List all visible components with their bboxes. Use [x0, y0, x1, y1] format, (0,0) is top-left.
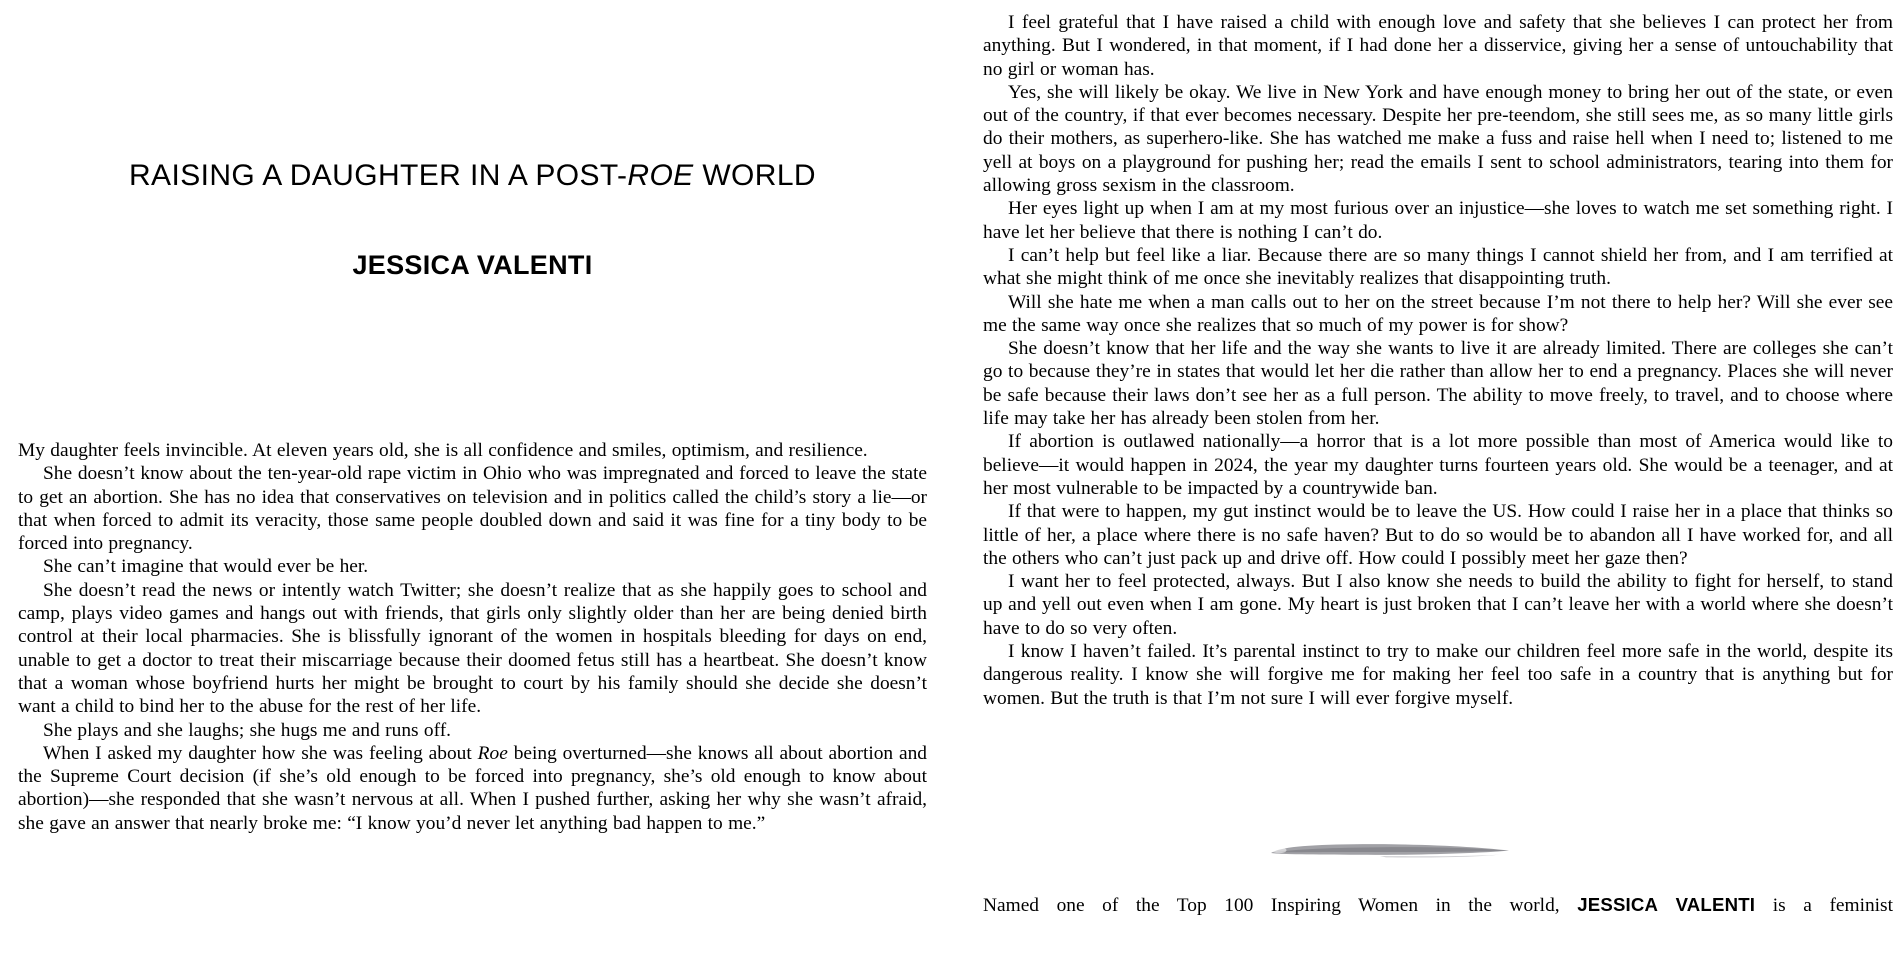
- bio-author-name: JESSICA VALENTI: [1577, 894, 1756, 915]
- text-run: She doesn’t read the news or intently watch Twitter; she doesn’t realize that as she happily goes to school and camp, plays video games and hangs out with friends, that girls only slightly older than her are being denied birth control at their local pharmacies. She is blissfully ignorant of the women in hospitals bleeding for days on end, unable to get a doctor to treat their miscarriage because their doomed fetus still has a heartbeat. She doesn’t know that a woman whose boyfriend hurts her might be brought to court by his family should she decide she doesn’t want a child to bind her to the abuse for the rest of her life.: [18, 579, 927, 718]
- text-run: She doesn’t know that her life and the way she wants to live it are already limited. There are colleges she can’t go to because they’re in states that would let her die rather than allow her to end a pregnancy. Places she will never be safe because their laws don’t see her as a full person. The ability to move freely, to travel, and to choose where life may take her has already been stolen from her.: [983, 338, 1893, 430]
- paragraph: [983, 11, 1893, 81]
- text-run: I want her to feel protected, always. But I also know she needs to build the ability to fight for herself, to stand up and yell out even when I am gone. My heart is just broken that I can’t leave her with a world where she doesn’t have to do so very often.: [983, 571, 1893, 639]
- paragraph: [983, 430, 1893, 500]
- title-text-pre: RAISING A DAUGHTER IN A POST-: [128, 159, 628, 192]
- bio-text-pre: Named one of the Top 100 Inspiring Women in the world,: [983, 895, 1578, 916]
- paragraph: [983, 197, 1893, 244]
- text-run: When I asked my daughter how she was feeling about: [43, 742, 478, 764]
- text-run: She plays and she laughs; she hugs me and runs off.: [43, 719, 452, 741]
- paragraph: [983, 640, 1893, 710]
- author-bio: [983, 893, 1893, 917]
- left-column-text: [18, 439, 927, 835]
- brush-stroke-loop: [1272, 847, 1287, 853]
- text-run: I feel grateful that I have raised a child with enough love and safety that she believes I can protect her from anything. But I wondered, in that moment, if I had done her a disservice, giving her a sense of untouchability that no girl or woman has.: [983, 12, 1893, 80]
- text-run: She can’t imagine that would ever be her.: [43, 556, 369, 578]
- right-column: [983, 0, 1893, 956]
- text-run: I can’t help but feel like a liar. Because there are so many things I cannot shield her from, and I am terrified at what she might think of me once she inevitably realizes that disappointing truth.: [983, 244, 1893, 290]
- paragraph: [983, 81, 1893, 197]
- text-run: My daughter feels invincible. At eleven years old, she is all confidence and smiles, optimism, and resilience.: [18, 440, 868, 461]
- paragraph: [983, 500, 1893, 570]
- paragraph: [983, 291, 1893, 338]
- paragraph: [983, 337, 1893, 430]
- bio-text-post: is a feminist: [1755, 895, 1893, 916]
- brush-stroke-divider: [1262, 838, 1514, 864]
- text-run: Her eyes light up when I am at my most furious over an injustice—she loves to watch me set something right. I have let her believe that there is nothing I can’t do.: [983, 198, 1893, 243]
- paragraph: [18, 462, 927, 555]
- text-run: She doesn’t know about the ten-year-old rape victim in Ohio who was impregnated and forced to leave the state to get an abortion. She has no idea that conservatives on television and in politics called the child’s story a lie—or that when forced to admit its veracity, those same people doubled down and said it was fine for a tiny body to be forced into pregnancy.: [18, 463, 927, 555]
- title-text-post: WORLD: [693, 159, 816, 192]
- paragraph: [983, 570, 1893, 640]
- text-run: being overturned—she knows all about abortion and the Supreme Court decision (if she’s old enough to be forced into pregnancy, she’s old enough to know about abortion)—she responded that she wasn’t nervous at all. When I pushed further, asking her why she wasn’t afraid, she gave an answer that nearly broke me: “I know you’d never let anything bad happen to me.”: [18, 742, 928, 834]
- text-run: Will she hate me when a man calls out to her on the street because I’m not there to help her? Will she ever see me the same way once she realizes that so much of my power is for show?: [983, 291, 1893, 336]
- paragraph: [18, 555, 927, 578]
- paragraph: [18, 742, 927, 835]
- title-italic-roe: ROE: [627, 159, 694, 192]
- left-column: [18, 0, 927, 956]
- paragraph: [18, 439, 927, 462]
- page-title: [18, 161, 927, 191]
- paragraph: [18, 719, 927, 742]
- text-run: Yes, she will likely be okay. We live in New York and have enough money to bring her out of the state, or even out of the country, if that ever becomes necessary. Despite her pre-teendom, she still sees me, as so many little girls do their mothers, as superhero-like. She has watched me make a fuss and raise hell when I need to; listened to me yell at boys on a playground for pushing her; read the emails I sent to school administrators, tearing into them for allowing gross sexism in the classroom.: [983, 81, 1893, 197]
- author-name: JESSICA VALENTI: [352, 250, 593, 280]
- right-column-text: [983, 11, 1893, 710]
- paragraph: [18, 579, 927, 719]
- paragraph: [983, 244, 1893, 291]
- text-run: If that were to happen, my gut instinct would be to leave the US. How could I raise her in a place that thinks so little of her, a place where there is no safe haven? But to do so would be to abandon all I have worked for, and all the others who can’t just pack up and drive off. How could I possibly meet her gaze then?: [983, 501, 1893, 569]
- brush-stroke-tail: [1380, 855, 1500, 858]
- italic-text: Roe: [477, 742, 508, 764]
- text-run: I know I haven’t failed. It’s parental instinct to try to make our children feel more safe in the world, despite its dangerous reality. I know she will forgive me for making her feel too safe in a country that is anything but for women. But the truth is that I’m not sure I will ever forgive myself.: [983, 641, 1893, 709]
- text-run: If abortion is outlawed nationally—a horror that is a lot more possible than most of America would like to believe—it would happen in 2024, the year my daughter turns fourteen years old. She would be a teenager, and at her most vulnerable to be impacted by a countrywide ban.: [983, 431, 1893, 499]
